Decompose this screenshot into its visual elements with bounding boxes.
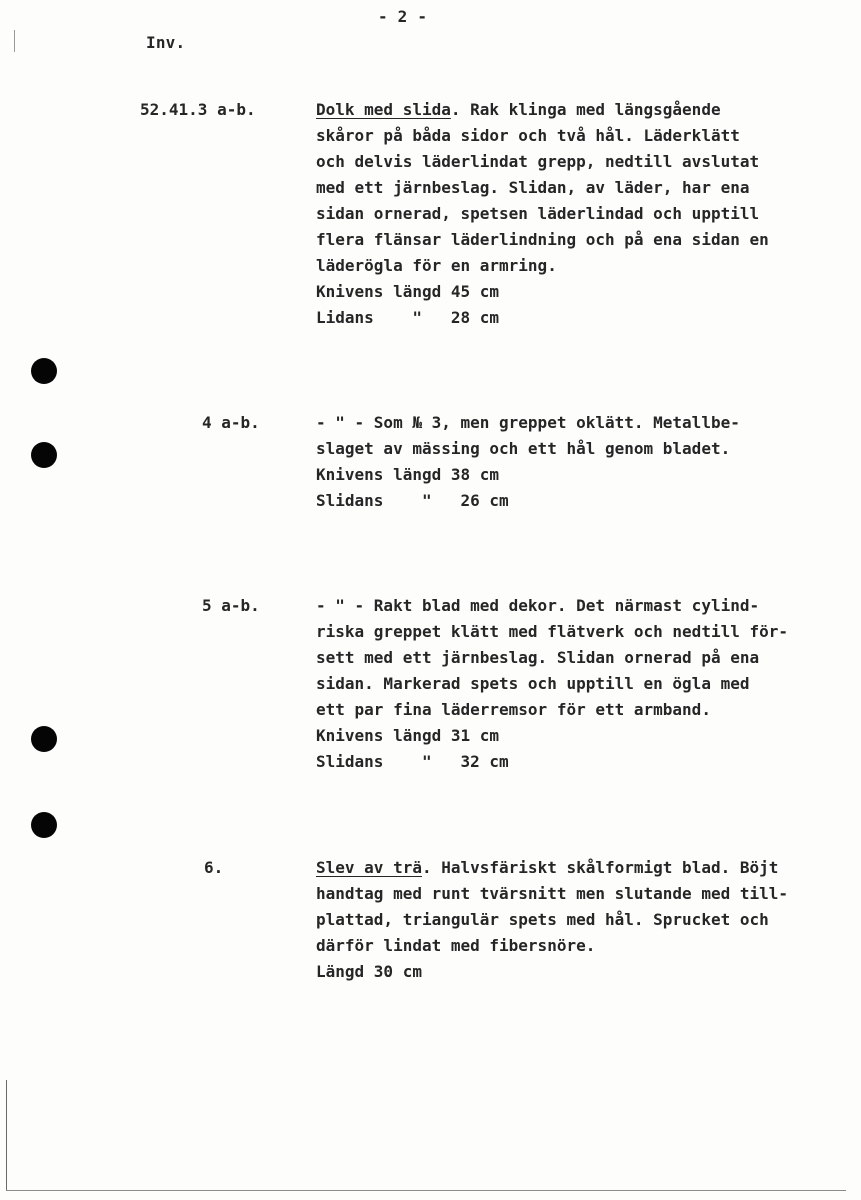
punch-hole xyxy=(31,812,57,838)
entry-line: därför lindat med fibersnöre. xyxy=(316,936,596,955)
entry-line: skåror på båda sidor och två hål. Läderklätt xyxy=(316,126,740,145)
entry-line: sidan ornerad, spetsen läderlindad och upptill xyxy=(316,204,760,223)
punch-hole xyxy=(31,358,57,384)
entry-number: 4 a-b. xyxy=(202,413,260,432)
entry-first-line xyxy=(316,97,846,123)
entry-line: . Rak klinga med längsgående xyxy=(450,100,721,119)
entry-measurement: Längd 30 cm xyxy=(316,962,422,981)
entry-line: - " - Rakt blad med dekor. Det närmast cylind- xyxy=(316,596,760,615)
entry-measurement: Knivens längd 38 cm xyxy=(316,465,500,484)
entry-title: Dolk med slida xyxy=(316,100,451,119)
scan-edge-mark xyxy=(14,30,15,52)
entry-description xyxy=(316,855,846,985)
punch-hole xyxy=(31,726,57,752)
entry-measurement: Knivens längd 45 cm xyxy=(316,282,500,301)
entry-measurement: Lidans " 28 cm xyxy=(316,308,500,327)
scan-edge-line xyxy=(6,1190,846,1191)
entry-line: sidan. Markerad spets och upptill en ögla med xyxy=(316,674,750,693)
entry-number: 6. xyxy=(204,858,224,877)
entry-line: ett par fina läderremsor för ett armband. xyxy=(316,700,711,719)
entry-line: sett med ett järnbeslag. Slidan ornerad på ena xyxy=(316,648,760,667)
inventory-label: Inv. xyxy=(146,33,186,52)
entry-title: Slev av trä xyxy=(316,858,422,877)
entry-description xyxy=(316,410,846,514)
entry-measurement: Slidans " 26 cm xyxy=(316,491,509,510)
entry-line: . Halvsfäriskt skålformigt blad. Böjt xyxy=(421,858,779,877)
entry-description xyxy=(316,97,846,331)
entry-description xyxy=(316,593,846,775)
entry-line: - " - Som № 3, men greppet oklätt. Metallbe- xyxy=(316,413,740,432)
entry-line: handtag med runt tvärsnitt men slutande med till- xyxy=(316,884,789,903)
entry-number: 5 a-b. xyxy=(202,596,260,615)
entry-first-line xyxy=(316,855,846,881)
entry-line: slaget av mässing och ett hål genom bladet. xyxy=(316,439,731,458)
entry-measurement: Knivens längd 31 cm xyxy=(316,726,500,745)
entry-line: läderögla för en armring. xyxy=(316,256,557,275)
entry-line: med ett järnbeslag. Slidan, av läder, har ena xyxy=(316,178,750,197)
punch-hole xyxy=(31,442,57,468)
entry-line: plattad, triangulär spets med hål. Sprucket och xyxy=(316,910,769,929)
entry-number: 52.41.3 a-b. xyxy=(140,100,256,119)
entry-line: riska greppet klätt med flätverk och nedtill för- xyxy=(316,622,789,641)
entry-line: och delvis läderlindat grepp, nedtill avslutat xyxy=(316,152,760,171)
scan-edge-line xyxy=(6,1080,7,1190)
entry-measurement: Slidans " 32 cm xyxy=(316,752,509,771)
entry-line: flera flänsar läderlindning och på ena sidan en xyxy=(316,230,769,249)
page-number: - 2 - xyxy=(378,7,428,26)
